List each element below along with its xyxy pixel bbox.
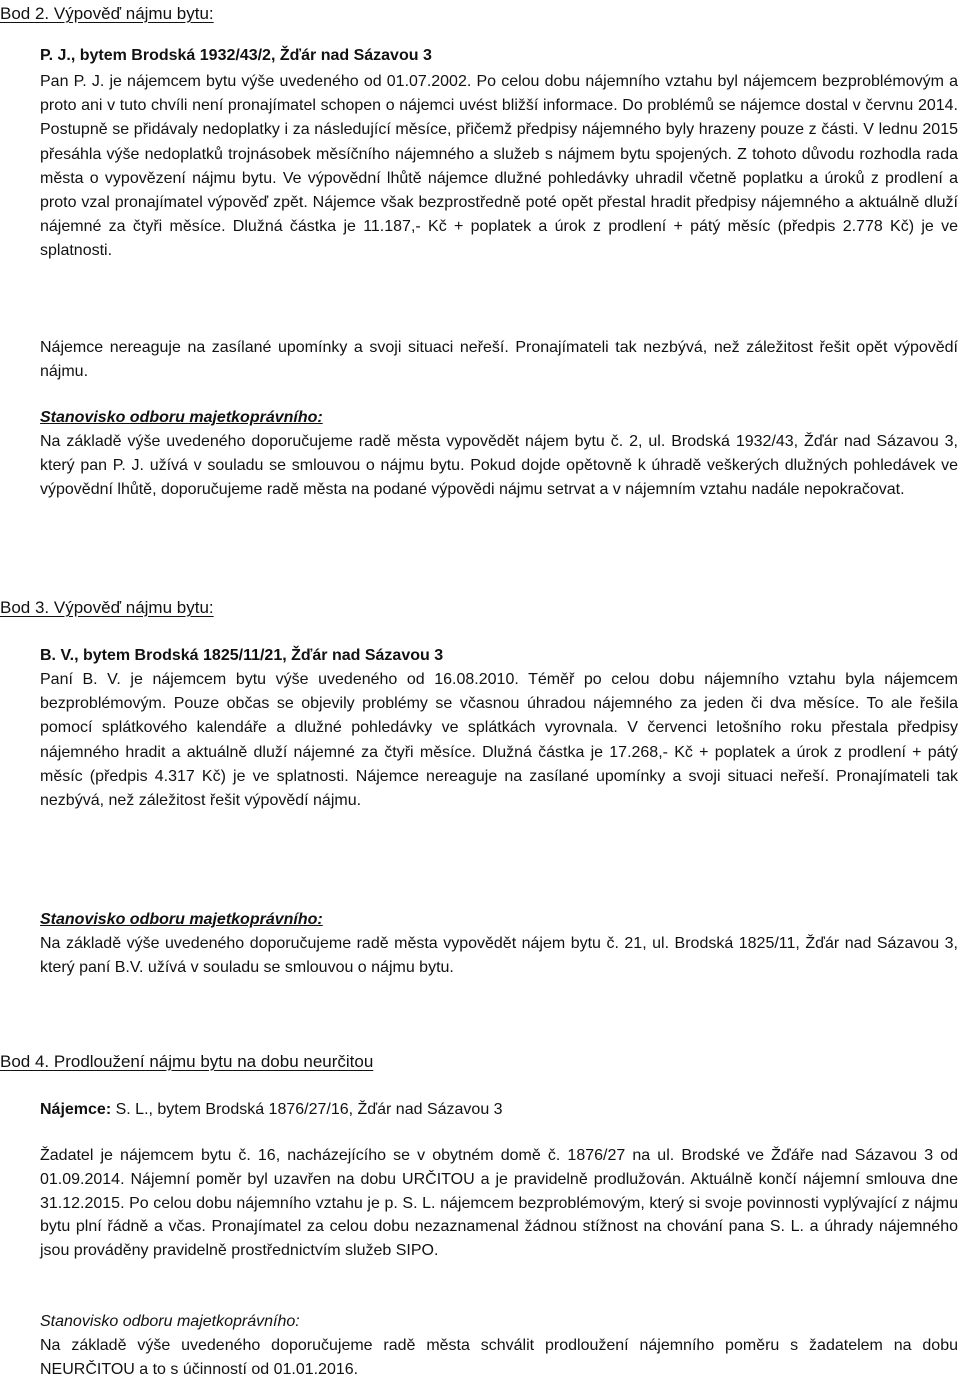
bod2-paragraph-1: Pan P. J. je nájemcem bytu výše uvedeného od 01.07.2002. Po celou dobu nájemního vztahu byl nájemcem bezproblémovým a proto ani v tuto chvíli není pronajímatel schopen o nájemci uvést bližší informace. Do problémů se nájemce dostal v červnu 2014. Postupně se přidávaly nedoplatky i za následující měsíce, přičemž předpisy nájemného byly hrazeny pouze z části. V lednu 2015 přesáhla výše nedoplatků trojnásobek měsíčního nájemného a služeb s nájmem bytu spojených. Z tohoto důvodu rozhodla rada města o vypovězení nájmu bytu. Ve výpovědní lhůtě nájemce dlužné pohledávky uhradil včetně poplatku a úroků z prodlení a proto vzal pronajímatel výpověď zpět. Nájemce však bezprostředně poté opět přestal hradit předpisy nájemného a aktuálně dluží nájemné za čtyři měsíce. Dlužná částka je 11.187,- Kč + poplatek a úrok z prodlení + pátý měsíc (předpis 2.778 Kč) je ve splatnosti. (40, 73, 958, 260)
bod3-stance-heading: Stanovisko odboru majetkoprávního: (40, 911, 323, 928)
bod4-tenant-value: S. L., bytem Brodská 1876/27/16, Žďár nad Sázavou 3 (111, 1101, 503, 1118)
bod3-heading: Bod 3. Výpověď nájmu bytu: (0, 598, 214, 617)
bod2-tenant-line: P. J., bytem Brodská 1932/43/2, Žďár nad Sázavou 3 (40, 47, 432, 64)
bod4-paragraph-1: Žadatel je nájemcem bytu č. 16, nacházejícího se v obytném domě č. 1876/27 na ul. Brodské ve Žďáře nad Sázavou 3 od 01.09.2014. Nájemní poměr byl uzavřen na dobu URČITOU a je pravidelně prodlužován. Aktuálně končí nájemní smlouva dne 31.12.2015. Po celou dobu nájemního vztahu je p. S. L. nájemcem bezproblémovým, který si svoje povinnosti vyplývající z nájmu bytu plní řádně a včas. Pronajímatel za celou dobu nezaznamenal žádnou stížnost na chování pana S. L. a úhrady nájemného jsou prováděny pravidelně prostřednictvím služeb SIPO. (40, 1147, 958, 1260)
bod4-paragraph-2: Na základě výše uvedeného doporučujeme radě města schválit prodloužení nájemního poměru s žadatelem na dobu NEURČITOU a to s účinností od 01.01.2016. (40, 1337, 958, 1378)
bod3-tenant-line: B. V., bytem Brodská 1825/11/21, Žďár nad Sázavou 3 (40, 647, 444, 664)
bod4-heading: Bod 4. Prodloužení nájmu bytu na dobu neurčitou (0, 1052, 374, 1071)
bod3-paragraph-1: Paní B. V. je nájemcem bytu výše uvedeného od 16.08.2010. Téměř po celou dobu nájemního vztahu byla nájemcem bezproblémovým. Pouze občas se objevily problémy se včasnou úhradou nájemného za jeden či dva měsíce. To ale řešila pomocí splátkového kalendáře a dlužné pohledávky ve splátkách vyrovnala. V červenci letošního roku přestala předpisy nájemného hradit a aktuálně dluží nájemné za čtyři měsíce. Dlužná částka je 17.268,- Kč + poplatek a úrok z prodlení + pátý měsíc (předpis 4.317 Kč) je ve splatnosti. Nájemce nereaguje na zasílané upomínky a svoji situaci neřeší. Pronajímateli tak nezbývá, než záležitost řešit výpovědí nájmu. (40, 671, 958, 810)
bod2-paragraph-2: Nájemce nereaguje na zasílané upomínky a svoji situaci neřeší. Pronajímateli tak nezbývá, než záležitost řešit opět výpovědí nájmu. (40, 339, 958, 381)
bod2-stance-heading: Stanovisko odboru majetkoprávního: (40, 409, 323, 426)
bod4-tenant-label: Nájemce: (40, 1101, 112, 1118)
bod4-tenant-line (40, 1100, 503, 1120)
bod2-paragraph-3: Na základě výše uvedeného doporučujeme radě města vypovědět nájem bytu č. 2, ul. Brodská 1932/43, Žďár nad Sázavou 3, který pan P. J. užívá v souladu se smlouvou o nájmu bytu. Pokud dojde opětovně k úhradě veškerých dlužných pohledávek ve výpovědní lhůtě, doporučujeme radě města na podané výpovědi nájmu setrvat a v nájemním vztahu nadále nepokračovat. (40, 433, 958, 499)
bod3-paragraph-2: Na základě výše uvedeného doporučujeme radě města vypovědět nájem bytu č. 21, ul. Brodská 1825/11, Žďár nad Sázavou 3, který paní B.V. užívá v souladu se smlouvou o nájmu bytu. (40, 935, 958, 977)
bod2-heading: Bod 2. Výpověď nájmu bytu: (0, 4, 214, 23)
bod4-stance-heading: Stanovisko odboru majetkoprávního: (40, 1313, 300, 1330)
